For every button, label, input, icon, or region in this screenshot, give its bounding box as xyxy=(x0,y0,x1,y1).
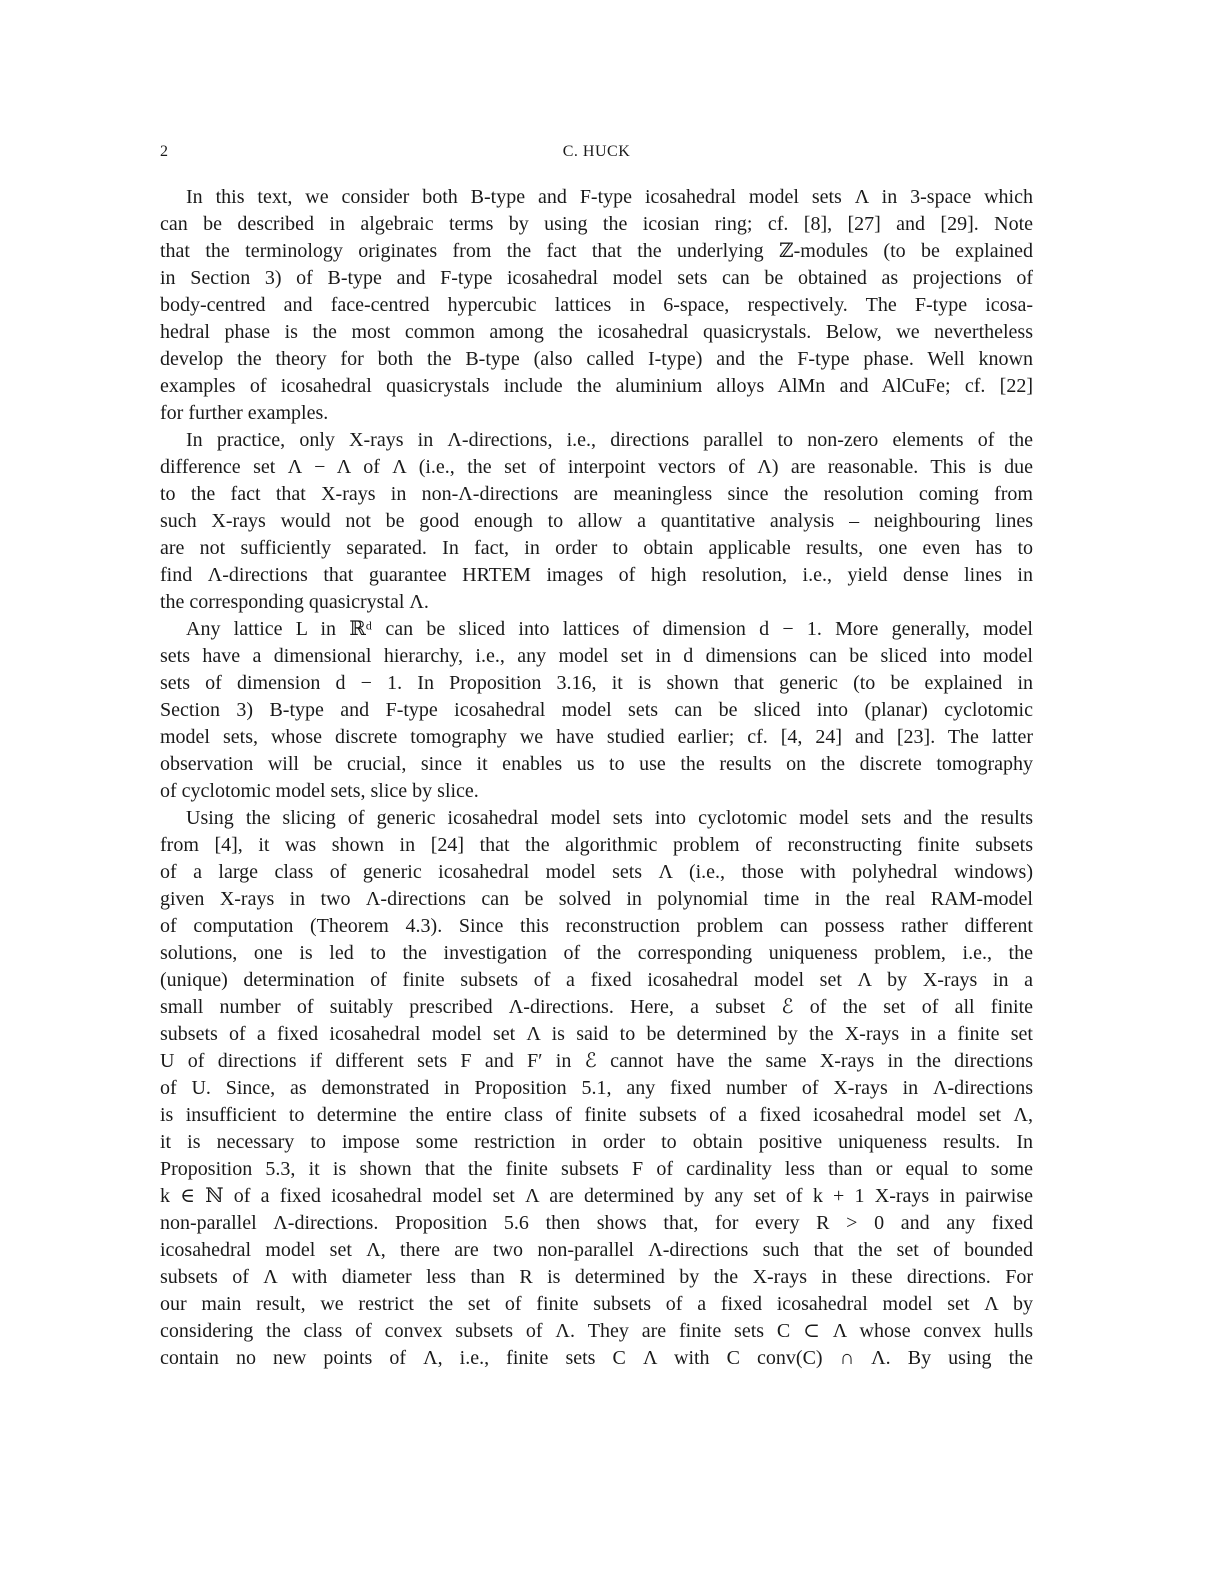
text-line: find Λ-directions that guarantee HRTEM images of high resolution, i.e., yield dense lines in xyxy=(160,564,1033,586)
page-header xyxy=(160,143,1033,165)
text-line: solutions, one is led to the investigation of the corresponding uniqueness problem, i.e., the xyxy=(160,942,1033,964)
text-line: (unique) determination of finite subsets of a fixed icosahedral model set Λ by X-rays in a xyxy=(160,969,1033,991)
text-line: Proposition 5.3, it is shown that the finite subsets F of cardinality less than or equal to some xyxy=(160,1158,1033,1180)
text-line: hedral phase is the most common among the icosahedral quasicrystals. Below, we nevertheless xyxy=(160,321,1033,343)
text-line: from [4], it was shown in [24] that the algorithmic problem of reconstructing finite subsets xyxy=(160,834,1033,856)
paragraph-4 xyxy=(160,805,1033,1372)
running-head: C. HUCK xyxy=(562,143,631,160)
text-line: is insufficient to determine the entire class of finite subsets of a fixed icosahedral model set Λ, xyxy=(160,1104,1033,1126)
paragraph-1 xyxy=(160,184,1033,427)
text-line: the corresponding quasicrystal Λ. xyxy=(160,591,429,613)
text-line: such X-rays would not be good enough to allow a quantitative analysis – neighbouring lines xyxy=(160,510,1033,532)
text-line: Any lattice L in ℝᵈ can be sliced into lattices of dimension d − 1. More generally, model xyxy=(186,618,1033,640)
text-line: to the fact that X-rays in non-Λ-directions are meaningless since the resolution coming from xyxy=(160,483,1033,505)
text-line: Section 3) B-type and F-type icosahedral model sets can be sliced into (planar) cyclotomic xyxy=(160,699,1033,721)
paragraph-3 xyxy=(160,616,1033,805)
text-line: small number of suitably prescribed Λ-directions. Here, a subset ℰ of the set of all finite xyxy=(160,996,1033,1018)
text-line: non-parallel Λ-directions. Proposition 5.6 then shows that, for every R > 0 and any fixed xyxy=(160,1212,1033,1234)
text-line: In this text, we consider both B-type and F-type icosahedral model sets Λ in 3-space which xyxy=(186,186,1033,208)
text-line: our main result, we restrict the set of finite subsets of a fixed icosahedral model set Λ by xyxy=(160,1293,1033,1315)
text-line: icosahedral model set Λ, there are two non-parallel Λ-directions such that the set of bounded xyxy=(160,1239,1033,1261)
text-line: sets have a dimensional hierarchy, i.e., any model set in d dimensions can be sliced into model xyxy=(160,645,1033,667)
text-line: of cyclotomic model sets, slice by slice. xyxy=(160,780,479,802)
text-line: considering the class of convex subsets of Λ. They are finite sets C ⊂ Λ whose convex hulls xyxy=(160,1320,1033,1342)
text-line: for further examples. xyxy=(160,402,329,424)
text-line: develop the theory for both the B-type (also called I-type) and the F-type phase. Well known xyxy=(160,348,1033,370)
text-line: that the terminology originates from the fact that the underlying ℤ-modules (to be explained xyxy=(160,240,1033,262)
paragraph-2 xyxy=(160,427,1033,616)
text-line: difference set Λ − Λ of Λ (i.e., the set of interpoint vectors of Λ) are reasonable. This is due xyxy=(160,456,1033,478)
page-number: 2 xyxy=(160,143,168,160)
text-line: it is necessary to impose some restriction in order to obtain positive uniqueness results. In xyxy=(160,1131,1033,1153)
text-line: in Section 3) of B-type and F-type icosahedral model sets can be obtained as projections of xyxy=(160,267,1033,289)
text-line: contain no new points of Λ, i.e., finite sets C Λ with C conv(C) ∩ Λ. By using the xyxy=(160,1347,1033,1369)
text-line: observation will be crucial, since it enables us to use the results on the discrete tomography xyxy=(160,753,1033,775)
body-text xyxy=(160,184,1033,1372)
text-line: subsets of Λ with diameter less than R is determined by the X-rays in these directions. For xyxy=(160,1266,1033,1288)
text-line: of a large class of generic icosahedral model sets Λ (i.e., those with polyhedral windows) xyxy=(160,861,1033,883)
text-line: model sets, whose discrete tomography we have studied earlier; cf. [4, 24] and [23]. The latter xyxy=(160,726,1033,748)
text-line: k ∈ ℕ of a fixed icosahedral model set Λ are determined by any set of k + 1 X-rays in pairwise xyxy=(160,1185,1033,1207)
text-line: subsets of a fixed icosahedral model set Λ is said to be determined by the X-rays in a finite set xyxy=(160,1023,1033,1045)
text-line: given X-rays in two Λ-directions can be solved in polynomial time in the real RAM-model xyxy=(160,888,1033,910)
text-line: U of directions if different sets F and F′ in ℰ cannot have the same X-rays in the directions xyxy=(160,1050,1033,1072)
text-line: of computation (Theorem 4.3). Since this reconstruction problem can possess rather different xyxy=(160,915,1033,937)
text-line: examples of icosahedral quasicrystals include the aluminium alloys AlMn and AlCuFe; cf. [22] xyxy=(160,375,1033,397)
text-line: Using the slicing of generic icosahedral model sets into cyclotomic model sets and the results xyxy=(186,807,1033,829)
text-line: body-centred and face-centred hypercubic lattices in 6-space, respectively. The F-type icosa- xyxy=(160,294,1033,316)
text-line: of U. Since, as demonstrated in Proposition 5.1, any fixed number of X-rays in Λ-directions xyxy=(160,1077,1033,1099)
text-line: sets of dimension d − 1. In Proposition 3.16, it is shown that generic (to be explained in xyxy=(160,672,1033,694)
text-line: are not sufficiently separated. In fact, in order to obtain applicable results, one even has to xyxy=(160,537,1033,559)
text-line: can be described in algebraic terms by using the icosian ring; cf. [8], [27] and [29]. Note xyxy=(160,213,1033,235)
text-line: In practice, only X-rays in Λ-directions, i.e., directions parallel to non-zero elements of the xyxy=(186,429,1033,451)
